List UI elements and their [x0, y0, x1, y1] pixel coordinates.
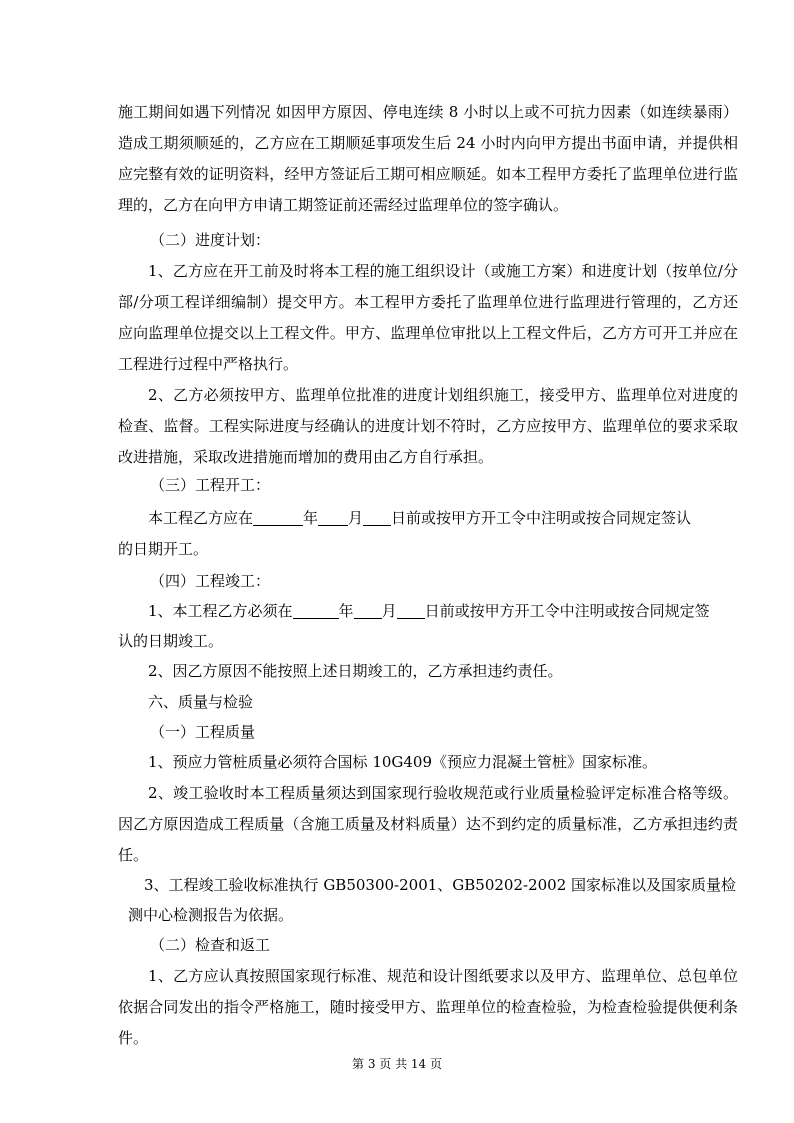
- heading-schedule: （二）进度计划：: [150, 231, 271, 249]
- comp-year-blank: [293, 600, 339, 619]
- heading-completion: （四）工程竣工：: [150, 572, 271, 590]
- comp-day-blank: [397, 600, 425, 619]
- start-month-blank: [318, 507, 348, 526]
- paragraph-completion-line: [148, 596, 768, 627]
- paragraph-quality-1: 1、预应力管桩质量必须符合国标 10G409《预应力混凝土管桩》国家标准。: [148, 753, 658, 771]
- paragraph-quality-2: 2、竣工验收时本工程质量须达到国家现行验收规范或行业质量检验评定标准合格等级。因乙方原因造成工程质量（含施工质量及材料质量）达不到约定的质量标准，乙方承担违约责任。: [118, 784, 738, 864]
- start-month-label: 月: [348, 509, 364, 527]
- comp-month-label: 月: [381, 602, 397, 620]
- paragraph-schedule-1: 1、乙方应在开工前及时将本工程的施工组织设计（或施工方案）和进度计划（按单位/分部/分项工程详细编制）提交甲方。本工程甲方委托了监理单位进行监理进行管理的，乙方还应向监理单位提交以上工程文件。甲方、监理单位审批以上工程文件后，乙方方可开工并应在工程进行过程中严格执行。: [118, 262, 738, 373]
- heading-quality-inspection: 六、质量与检验: [148, 693, 254, 711]
- paragraph-inspection-1: 1、乙方应认真按照国家现行标准、规范和设计图纸要求以及甲方、监理单位、总包单位依据合同发出的指令严格施工，随时接受甲方、监理单位的检查检验，为检查检验提供便利条件。: [118, 967, 738, 1047]
- start-year-label: 年: [303, 509, 319, 527]
- paragraph-schedule-2: 2、乙方必须按甲方、监理单位批准的进度计划组织施工，接受甲方、监理单位对进度的检查、监督。工程实际进度与经确认的进度计划不符时，乙方应按甲方、监理单位的要求采取改进措施，采取改进措施而增加的费用由乙方自行承担。: [118, 386, 738, 466]
- page-number-footer: 第 3 页 共 14 页: [352, 1057, 442, 1071]
- paragraph-start-line: [148, 503, 768, 534]
- comp-text-b: 日前或按甲方开工令中注明或按合同规定签: [424, 602, 710, 620]
- paragraph-quality-3-cont: 测中心检测报告为依据。: [128, 906, 294, 924]
- start-day-blank: [363, 507, 391, 526]
- paragraph-start-cont: 的日期开工。: [118, 540, 209, 558]
- paragraph-completion-2: 2、因乙方原因不能按照上述日期竣工的，乙方承担违约责任。: [148, 662, 563, 680]
- comp-year-label: 年: [338, 602, 354, 620]
- start-text-b: 日前或按甲方开工令中注明或按合同规定签认: [391, 509, 692, 527]
- start-text-a: 本工程乙方应在: [148, 509, 254, 527]
- paragraph-quality-3: 3、工程竣工验收标准执行 GB50300-2001、GB50202-2002 国家标准以及国家质量检: [144, 876, 737, 894]
- paragraph-extension: 施工期间如遇下列情况 如因甲方原因、停电连续 8 小时以上或不可抗力因素（如连续暴雨）造成工期须顺延的，乙方应在工期顺延事项发生后 24 小时内向甲方提出书面申请，并提供相应完整有效的证明资料，经甲方签证后工期可相应顺延。如本工程甲方委托了监理单位进行监理的，乙方在向甲方申请工期签证前还需经过监理单位的签字确认。: [118, 103, 738, 214]
- comp-text-a: 1、本工程乙方必须在: [148, 602, 293, 620]
- start-year-blank: [253, 507, 303, 526]
- heading-engineering-quality: （一）工程质量: [150, 723, 256, 741]
- heading-start: （三）工程开工：: [150, 476, 271, 494]
- paragraph-completion-cont: 认的日期竣工。: [118, 632, 224, 650]
- comp-month-blank: [354, 600, 382, 619]
- heading-inspection-rework: （二）检查和返工: [150, 936, 271, 954]
